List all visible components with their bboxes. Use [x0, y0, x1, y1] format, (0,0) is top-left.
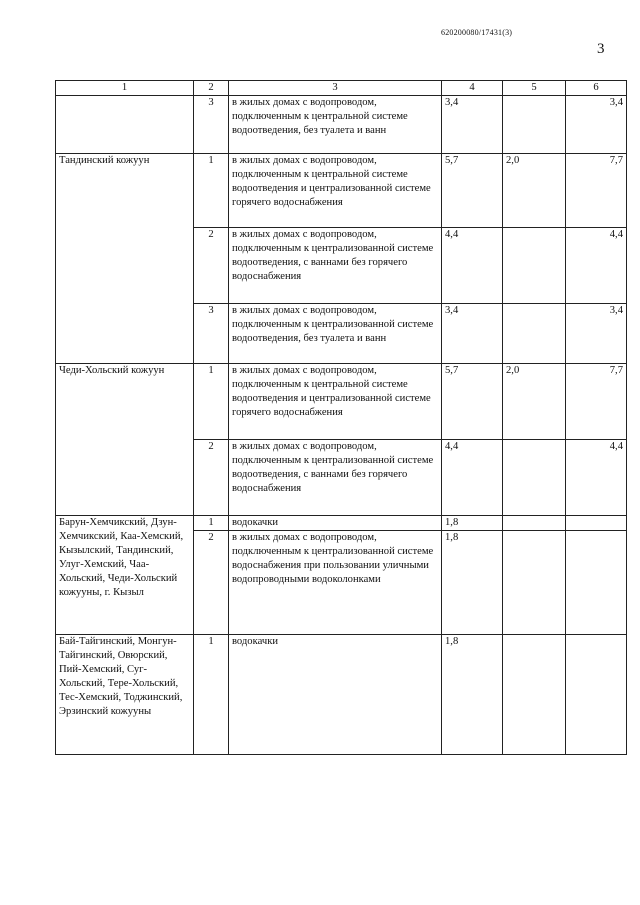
region-cell: Тандинский кожуун [56, 154, 194, 364]
value-col4: 3,4 [442, 304, 503, 364]
table-row [56, 516, 627, 531]
region-cell: Барун-Хемчикский, Дзун-Хемчикский, Каа-Хемский, Кызылский, Тандинский, Улуг-Хемский, Чаа-Хольский, Чеди-Хольский кожууны, г. Кызыл [56, 516, 194, 635]
value-col4: 4,4 [442, 440, 503, 516]
value-col4: 3,4 [442, 96, 503, 154]
document-id: 620200080/17431(3) [441, 28, 513, 37]
value-col5 [503, 531, 566, 635]
value-col4: 4,4 [442, 228, 503, 304]
value-col6: 3,4 [566, 304, 627, 364]
value-col5 [503, 228, 566, 304]
value-col4: 5,7 [442, 364, 503, 440]
item-number: 3 [194, 304, 229, 364]
item-number: 1 [194, 364, 229, 440]
value-col5 [503, 635, 566, 755]
value-col5 [503, 304, 566, 364]
description-cell: водокачки [229, 516, 442, 531]
value-col6 [566, 635, 627, 755]
header-cell: 4 [442, 81, 503, 96]
region-cell: Бай-Тайгинский, Монгун-Тайгинский, Овюрский, Пий-Хемский, Суг-Хольский, Тере-Хольский, Тес-Хемский, Тоджинский, Эрзинский кожууны [56, 635, 194, 755]
item-number: 2 [194, 440, 229, 516]
description-cell: в жилых домах с водопроводом, подключенным к централизованной системе водоотведения, с ваннами без горячего водоснабжения [229, 228, 442, 304]
table-row [56, 96, 627, 154]
table-row [56, 635, 627, 755]
description-cell: в жилых домах с водопроводом, подключенным к централизованной системе водоотведения, с ваннами без горячего водоснабжения [229, 440, 442, 516]
value-col5: 2,0 [503, 154, 566, 228]
description-cell: в жилых домах с водопроводом, подключенным к централизованной системе водоснабжения при пользовании уличными водопроводными водоколонками [229, 531, 442, 635]
description-cell: в жилых домах с водопроводом, подключенным к централизованной системе водоотведения, без туалета и ванн [229, 304, 442, 364]
region-cell: Чеди-Хольский кожуун [56, 364, 194, 516]
value-col6 [566, 516, 627, 531]
page-number: 3 [597, 41, 605, 57]
header-cell: 1 [56, 81, 194, 96]
value-col4: 1,8 [442, 635, 503, 755]
value-col6: 4,4 [566, 440, 627, 516]
table-header-row [56, 81, 627, 96]
table-row [56, 364, 627, 440]
value-col5 [503, 516, 566, 531]
value-col6 [566, 531, 627, 635]
item-number: 1 [194, 516, 229, 531]
item-number: 1 [194, 154, 229, 228]
value-col6: 4,4 [566, 228, 627, 304]
tariff-table [55, 80, 627, 755]
header-cell: 5 [503, 81, 566, 96]
description-cell: в жилых домах с водопроводом, подключенным к центральной системе водоотведения и централизованной системе горячего водоснабжения [229, 154, 442, 228]
item-number: 2 [194, 228, 229, 304]
item-number: 2 [194, 531, 229, 635]
description-cell: водокачки [229, 635, 442, 755]
item-number: 3 [194, 96, 229, 154]
value-col6: 7,7 [566, 364, 627, 440]
value-col4: 1,8 [442, 516, 503, 531]
value-col4: 1,8 [442, 531, 503, 635]
table-row [56, 154, 627, 228]
header-cell: 2 [194, 81, 229, 96]
region-cell [56, 96, 194, 154]
value-col5: 2,0 [503, 364, 566, 440]
header-cell: 6 [566, 81, 627, 96]
value-col6: 7,7 [566, 154, 627, 228]
value-col5 [503, 440, 566, 516]
value-col6: 3,4 [566, 96, 627, 154]
item-number: 1 [194, 635, 229, 755]
value-col4: 5,7 [442, 154, 503, 228]
description-cell: в жилых домах с водопроводом, подключенным к центральной системе водоотведения и централизованной системе горячего водоснабжения [229, 364, 442, 440]
header-cell: 3 [229, 81, 442, 96]
value-col5 [503, 96, 566, 154]
description-cell: в жилых домах с водопроводом, подключенным к центральной системе водоотведения, без туалета и ванн [229, 96, 442, 154]
